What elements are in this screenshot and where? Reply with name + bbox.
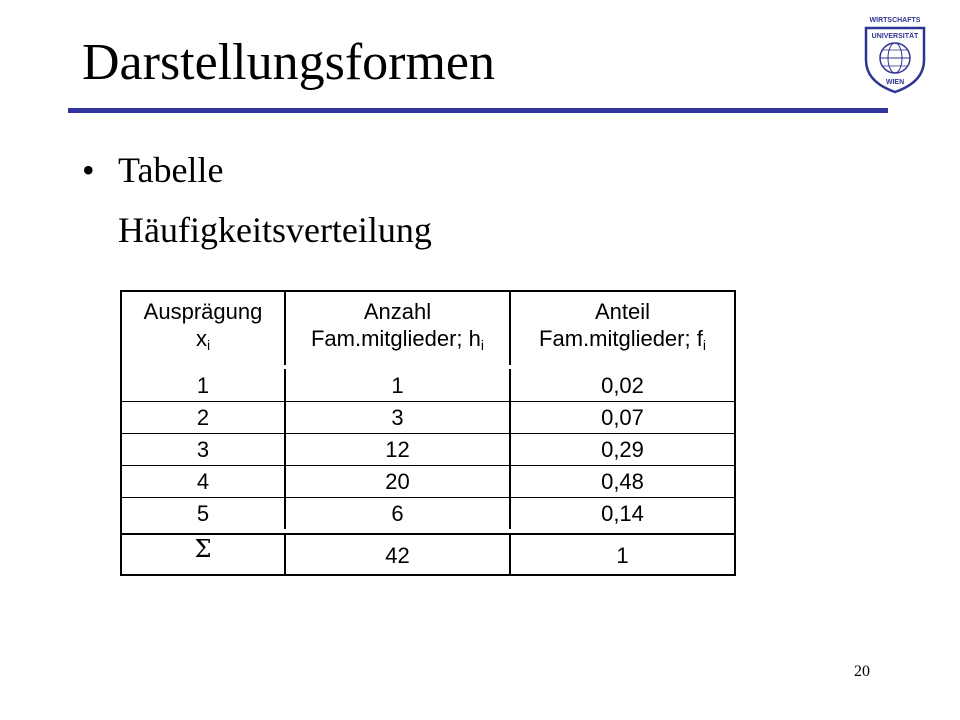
seal-bottom-text: WIEN bbox=[885, 79, 905, 86]
header-label: Anzahl bbox=[363, 299, 432, 324]
value-cell: 2 bbox=[122, 401, 286, 433]
header-subscript: i bbox=[480, 337, 485, 353]
bullet-subtext: Häufigkeitsverteilung bbox=[118, 210, 432, 250]
header-cell-anzahl bbox=[286, 292, 511, 365]
header-symbol-line bbox=[311, 325, 484, 359]
bullet-text: Tabelle bbox=[118, 150, 224, 190]
table-row bbox=[122, 401, 734, 434]
table-row bbox=[122, 369, 734, 402]
table-header-row bbox=[122, 292, 734, 367]
count-cell: 12 bbox=[286, 433, 511, 465]
header-symbol: Fam.mitglieder; h bbox=[310, 326, 481, 351]
header-label: Ausprägung bbox=[143, 299, 263, 324]
value-cell: 3 bbox=[122, 433, 286, 465]
header-symbol: x bbox=[195, 326, 207, 351]
header-subscript: i bbox=[702, 337, 706, 353]
header-subscript: i bbox=[206, 337, 211, 353]
header-symbol-line bbox=[196, 325, 210, 359]
table-sum-row bbox=[122, 533, 734, 576]
table-row bbox=[122, 497, 734, 529]
bullet-item bbox=[82, 145, 223, 195]
share-cell: 0,02 bbox=[601, 372, 644, 398]
page-number: 20 bbox=[854, 663, 870, 680]
value-cell: 4 bbox=[122, 465, 286, 497]
count-cell: 1 bbox=[286, 369, 511, 401]
sum-share-cell: 1 bbox=[616, 543, 629, 568]
table-row bbox=[122, 433, 734, 466]
seal-top-text: WIRTSCHAFTS bbox=[869, 17, 921, 24]
slide-title: Darstellungsformen bbox=[82, 34, 496, 91]
header-label: Anteil bbox=[594, 299, 651, 324]
header-cell-anteil bbox=[511, 292, 734, 365]
title-underline-bar bbox=[68, 108, 888, 113]
count-cell: 3 bbox=[286, 401, 511, 433]
share-cell: 0,29 bbox=[601, 436, 644, 462]
value-cell: 5 bbox=[122, 497, 286, 529]
share-cell: 0,48 bbox=[601, 468, 644, 494]
title-underline bbox=[68, 108, 888, 113]
sigma-symbol: Σ bbox=[194, 535, 212, 563]
header-symbol-line bbox=[539, 325, 706, 359]
sum-count-cell: 42 bbox=[286, 535, 511, 576]
bullet-symbol: • bbox=[82, 150, 95, 190]
share-cell: 0,07 bbox=[601, 404, 644, 430]
university-seal-logo bbox=[860, 14, 930, 94]
share-cell: 0,14 bbox=[601, 500, 644, 526]
seal-mid-text: UNIVERSITÄT bbox=[871, 33, 919, 40]
header-cell-auspraegung bbox=[122, 292, 286, 365]
sum-symbol-cell bbox=[122, 535, 286, 576]
header-symbol: Fam.mitglieder; f bbox=[539, 326, 703, 351]
frequency-table bbox=[120, 290, 736, 576]
table-row bbox=[122, 465, 734, 498]
count-cell: 6 bbox=[286, 497, 511, 529]
count-cell: 20 bbox=[286, 465, 511, 497]
value-cell: 1 bbox=[122, 369, 286, 401]
